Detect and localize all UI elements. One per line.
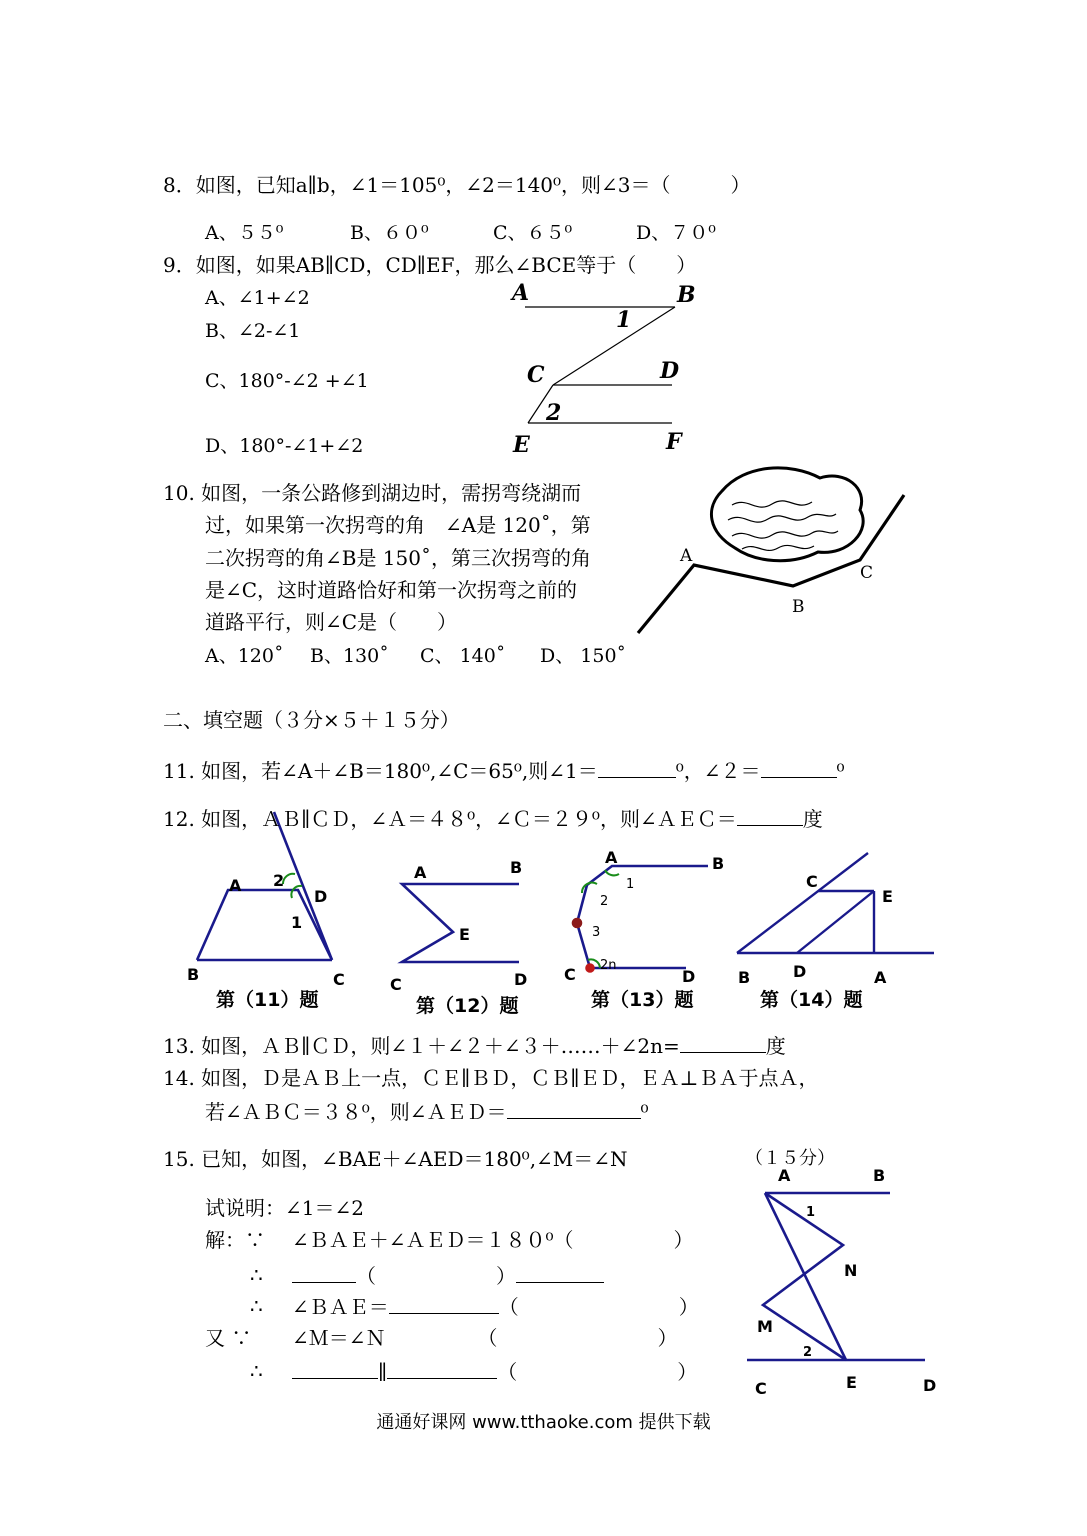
q10-line-5: 道路平行，则∠C是（ ） [205,610,458,634]
q15-step-5-prefix: ∴ [250,1359,263,1383]
q15-points: （１５分） [745,1148,835,1169]
q10-label-c: C [860,563,874,583]
q15-step-2 [292,1262,604,1289]
q15-step-1-text: ∠ＢＡＥ＋∠ＡＥＤ＝１８０⁰（ ） [292,1228,694,1252]
fig15-label-n: N [844,1261,858,1280]
q9-label-c: C [527,362,545,388]
fig13-label-c: C [564,965,576,984]
q8-option-a: A、５５⁰ [205,222,284,244]
fig15-label-m: M [757,1317,773,1336]
q9-option-d: D、180°-∠1+∠2 [205,435,364,457]
q9-option-b: B、∠2-∠1 [205,320,301,342]
fig15-label-c: C [755,1379,767,1398]
q15-step-3-blank[interactable] [389,1293,499,1314]
fig15-label-1: 1 [806,1205,816,1220]
fig12-caption: 第（12）题 [416,995,519,1017]
q15-step-5-blank-b[interactable] [387,1358,497,1379]
q11-blank-1[interactable] [598,757,676,778]
fig11-label-a: A [229,876,242,895]
q13-stem: 13. 如图，ＡＢ∥ＣＤ，则∠１＋∠２＋∠３＋……＋∠2n= [163,1034,680,1058]
q15-step-4-text: ∠Ｍ＝∠Ｎ [292,1326,386,1350]
q15-step-3-prefix: ∴ [250,1294,263,1318]
q10-line-4: 是∠C，这时道路恰好和第一次拐弯之前的 [205,578,578,602]
q12-line [163,805,823,832]
q15-step-4 [292,1325,678,1351]
q15-step-2-blank-b[interactable] [516,1262,604,1283]
fig14-label-b: B [738,968,751,987]
fig13-label-a: A [605,848,618,867]
q14-stem: 若∠ＡＢＣ＝３８⁰，则∠ＡＥＤ＝ [205,1100,507,1124]
fig15-label-d: D [923,1376,937,1395]
fig15 [747,1193,925,1360]
fig14-caption: 第（14）题 [760,989,863,1011]
q8-option-d: D、７０⁰ [636,222,716,244]
q12-end: 度 [802,807,823,831]
fig11-label-d: D [314,887,328,906]
q15-step-5-text: ∥ [378,1360,388,1384]
fig11-label-2: 2 [273,871,285,890]
q9-label-d: D [660,358,680,384]
q10-option-c: C、 140˚ [420,645,506,667]
q13-blank[interactable] [680,1032,766,1053]
q10-option-d: D、 150˚ [540,645,627,667]
fig11-caption: 第（11）题 [216,989,319,1011]
q15-step-3 [292,1293,699,1320]
footer-text: 通通好课网 www.tthaoke.com 提供下载 [376,1412,711,1433]
fig14 [737,853,934,953]
q12-stem: 12. 如图，ＡＢ∥ＣＤ，∠Ａ＝４８⁰，∠Ｃ＝２９⁰，则∠ＡＥＣ＝ [163,807,737,831]
q10-option-b: B、130˚ [310,645,389,667]
q11-mid: ⁰，∠２＝ [675,759,761,783]
q8-option-c: C、６５⁰ [493,222,573,244]
q9-label-2: 2 [546,400,562,426]
fig13-caption: 第（13）题 [591,989,694,1011]
q10-label-b: B [792,597,805,617]
q15-step-3-text: ∠ＢＡＥ＝ [292,1295,389,1319]
fig13 [573,866,708,972]
q11-end: ⁰ [836,759,845,783]
q9-option-c: C、180°-∠2 +∠1 [205,370,369,392]
fig14-label-e: E [882,887,893,906]
q9-label-b: B [677,282,696,308]
q14-line-1: 14. 如图，Ｄ是ＡＢ上一点，ＣＥ∥ＢＤ，ＣＢ∥ＥＤ，ＥＡ⊥ＢＡ于点Ａ， [163,1066,819,1090]
fig12-label-b: B [510,858,523,877]
fig12-label-d: D [514,970,528,989]
q10-option-a: A、120˚ [205,645,284,667]
fig15-label-e: E [846,1373,857,1392]
q15-prove: 试说明：∠1＝∠2 [205,1196,364,1220]
fig15-label-2: 2 [803,1345,813,1360]
fig13-label-3: 3 [592,925,601,940]
fig14-label-c: C [806,872,818,891]
q15-step-5 [292,1358,697,1385]
q9-stem: 9．如图，如果AB∥CD，CD∥EF，那么∠BCE等于（ ） [163,253,697,277]
fig13-label-1: 1 [626,877,635,892]
fig15-label-a: A [778,1166,791,1185]
q8-option-b: B、６０⁰ [350,222,429,244]
q10-label-a: A [680,546,693,566]
fig13-label-b: B [712,854,725,873]
q15-step-4-tail: （ ） [477,1326,678,1350]
q15-step-5-tail: （ ） [497,1360,698,1384]
q11-blank-2[interactable] [761,757,837,778]
q15-step-5-blank-a[interactable] [292,1358,378,1379]
q11-stem: 11. 如图，若∠A＋∠B＝180⁰,∠C＝65⁰,则∠1＝ [163,759,598,783]
q11-line [163,757,845,784]
fig13-label-2: 2 [600,894,609,909]
q15-step-3-tail: （ ） [498,1295,699,1319]
fig11-label-b: B [187,965,200,984]
q14-line-2 [205,1098,649,1125]
q15-step-4-prefix: 又 ∵ [205,1326,252,1350]
q15-stem: 15. 已知，如图，∠BAE＋∠AED＝180⁰,∠M＝∠N [163,1147,628,1171]
q9-label-e: E [513,432,530,458]
fig15-label-b: B [873,1166,886,1185]
q14-blank[interactable] [507,1098,641,1119]
fig11 [197,812,332,960]
q10-figure [638,468,904,633]
fig11-label-1: 1 [291,913,303,932]
q9-label-f: F [666,429,682,455]
q10-line-1: 10. 如图，一条公路修到湖边时，需拐弯绕湖而 [163,481,582,505]
q15-step-1-prefix: 解：∵ [205,1228,265,1252]
fig11-label-c: C [333,970,345,989]
q15-step-2-blank-a[interactable] [292,1262,356,1283]
q15-step-2-text: （ ） [356,1264,516,1288]
q9-label-1: 1 [616,307,632,333]
q9-option-a: A、∠1+∠2 [205,287,310,309]
q13-end: 度 [765,1034,786,1058]
q9-label-a: A [512,280,530,306]
q10-line-3: 二次拐弯的角∠B是 150˚，第三次拐弯的角 [205,546,591,570]
q10-line-2: 过，如果第一次拐弯的角 ∠A是 120˚，第 [205,513,591,537]
fig14-label-d: D [793,962,807,981]
fig12-label-c: C [390,975,402,994]
fig13-label-d: D [682,967,696,986]
q13-line [163,1032,786,1059]
q8-stem: 8．如图，已知a∥b，∠1＝105⁰，∠2＝140⁰，则∠3＝（ ） [163,173,751,197]
q15-step-2-prefix: ∴ [250,1263,263,1287]
fig14-label-a: A [874,968,887,987]
fig12-label-a: A [414,863,427,882]
q14-end: ⁰ [640,1100,649,1124]
section-2-heading: 二、填空题（３分×５＋１５分） [163,708,460,732]
fig13-label-2n: 2n [600,958,617,973]
q12-blank[interactable] [737,805,803,826]
fig12-label-e: E [459,925,470,944]
